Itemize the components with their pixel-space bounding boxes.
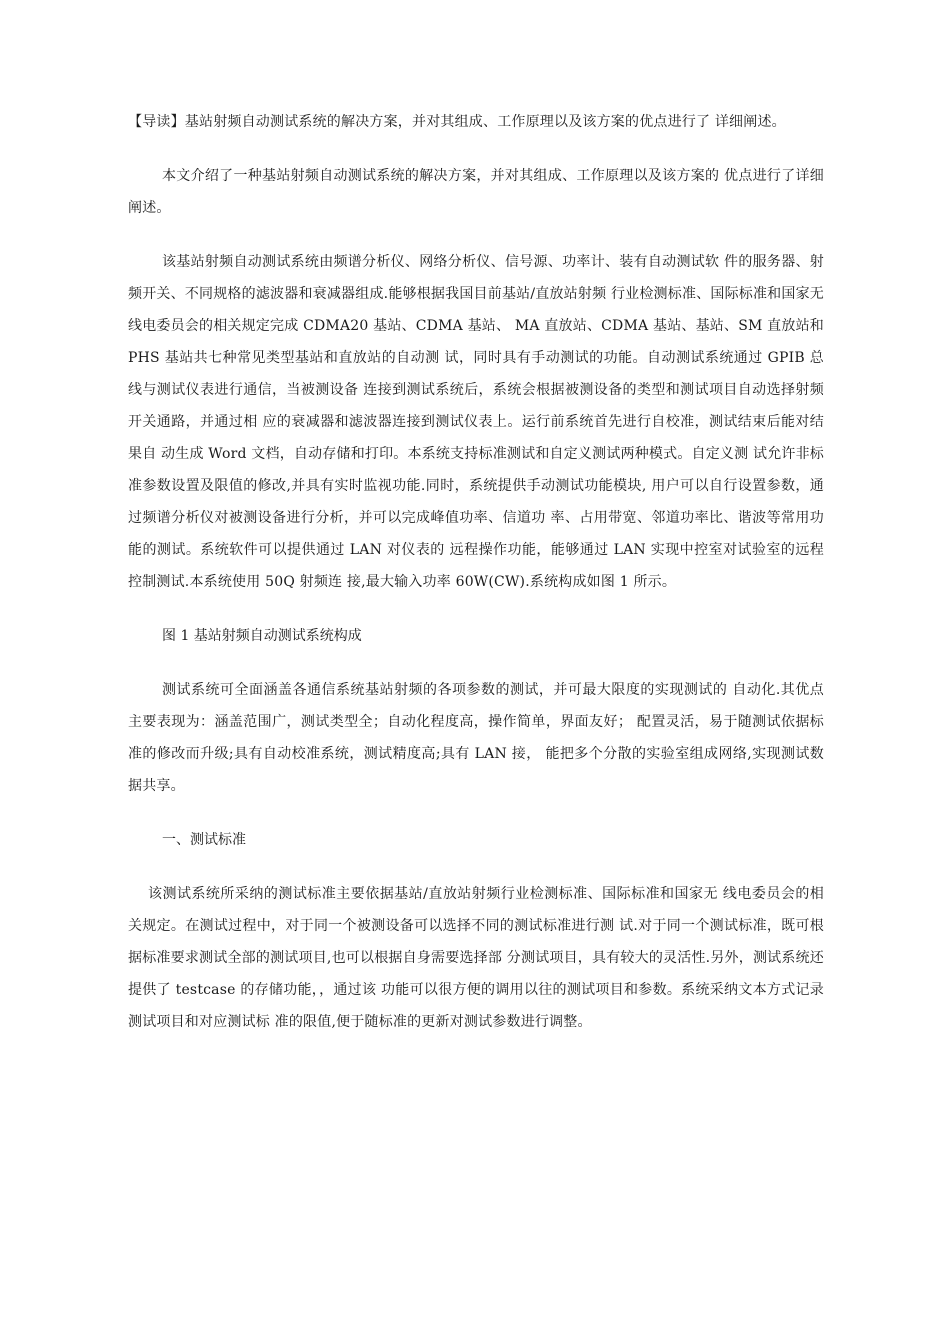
section-heading: 一、测试标准 — [162, 832, 246, 848]
advantages-paragraph: 测试系统可全面涵盖各通信系统基站射频的各项参数的测试，并可最大限度的实现测试的 自动化.其优点主要表现为：涵盖范围广，测试类型全；自动化程度高，操作简单，界面友好； 配置灵活，易于随测试依据标准的修改而升级;具有自动校准系统，测试精度高;具有 LAN 接， 能把多个分散的实验室组成网络,实现测试数据共享。 — [128, 682, 824, 794]
summary-paragraph: 本文介绍了一种基站射频自动测试系统的解决方案，并对其组成、工作原理以及该方案的 优点进行了详细阐述。 — [128, 168, 824, 216]
intro-paragraph: 【导读】基站射频自动测试系统的解决方案，并对其组成、工作原理以及该方案的优点进行了 详细阐述。 — [128, 114, 786, 130]
figure-caption: 图 1 基站射频自动测试系统构成 — [162, 628, 362, 644]
document-page — [128, 106, 824, 1038]
system-description-paragraph: 该基站射频自动测试系统由频谱分析仪、网络分析仪、信号源、功率计、装有自动测试软 件的服务器、射频开关、不同规格的滤波器和衰减器组成.能够根据我国目前基站/直放站射频 行业检测标准、国际标准和国家无线电委员会的相关规定完成 CDMA20 基站、CDMA 基站、 MA 直放站、CDMA 基站、基站、SM 直放站和 PHS 基站共七种常见类型基站和直放站的自动测 试，同时具有手动测试的功能。自动测试系统通过 GPIB 总线与测试仪表进行通信，当被测设备 连接到测试系统后，系统会根据被测设备的类型和测试项目自动选择射频开关通路，并通过相 应的衰减器和滤波器连接到测试仪表上。运行前系统首先进行自校准，测试结束后能对结果自 动生成 Word 文档，自动存储和打印。本系统支持标准测试和自定义测试两种模式。自定义测 试允许非标准参数设置及限值的修改,并具有实时监视功能.同时，系统提供手动测试功能模块, 用户可以自行设置参数，通过频谱分析仪对被测设备进行分析，并可以完成峰值功率、信道功 率、占用带宽、邻道功率比、谐波等常用功能的测试。系统软件可以提供通过 LAN 对仪表的 远程操作功能，能够通过 LAN 实现中控室对试验室的远程控制测试.本系统使用 50Q 射频连 接,最大输入功率 60W(CW).系统构成如图 1 所示。 — [128, 254, 824, 590]
test-standard-paragraph: 该测试系统所采纳的测试标准主要依据基站/直放站射频行业检测标准、国际标准和国家无 线电委员会的相关规定。在测试过程中，对于同一个被测设备可以选择不同的测试标准进行测 试.对于同一个测试标准，既可根据标准要求测试全部的测试项目,也可以根据自身需要选择部 分测试项目，具有较大的灵活性.另外，测试系统还提供了 testcase 的存储功能，，通过该 功能可以很方便的调用以往的测试项目和参数。系统采纳文本方式记录测试项目和对应测试标 准的限值,便于随标准的更新对测试参数进行调整。 — [128, 886, 824, 1030]
